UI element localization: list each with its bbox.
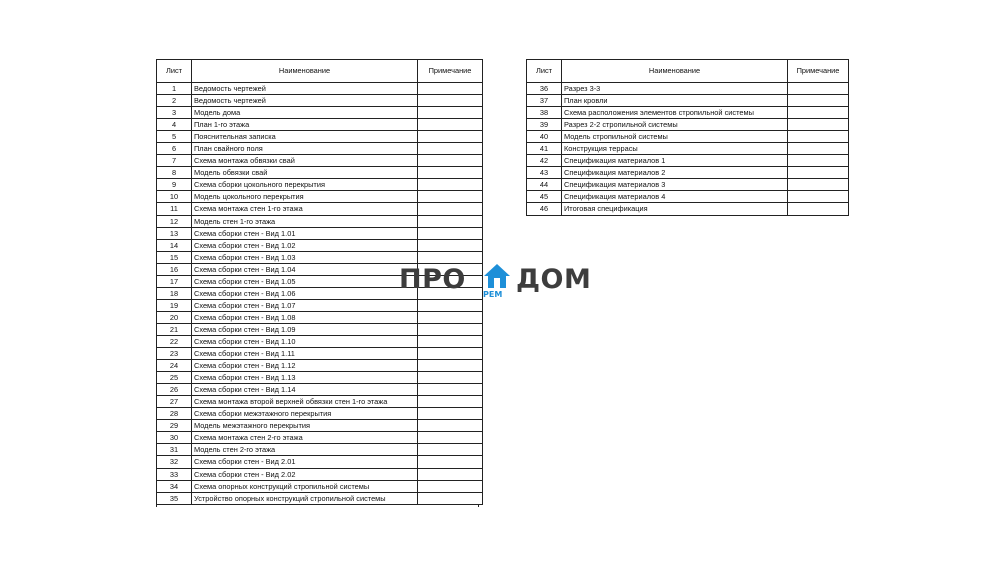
sheet-name: Модель цокольного перекрытия [192, 191, 418, 203]
table-row [157, 492, 483, 504]
table-row [157, 119, 483, 131]
sheet-name: Спецификация материалов 3 [562, 179, 788, 191]
sheet-name: Схема сборки стен - Вид 1.10 [192, 335, 418, 347]
sheet-number: 46 [527, 203, 562, 215]
sheet-name: Конструкция террасы [562, 143, 788, 155]
sheet-note [418, 107, 483, 119]
sheet-number: 29 [157, 420, 192, 432]
sheet-number: 18 [157, 287, 192, 299]
sheet-number: 40 [527, 131, 562, 143]
sheet-number: 31 [157, 444, 192, 456]
logo-small-text: РЕМ [483, 290, 503, 299]
sheet-name: Схема сборки стен - Вид 1.13 [192, 372, 418, 384]
sheet-name: Схема сборки стен - Вид 1.08 [192, 311, 418, 323]
header-sheet: Лист [157, 60, 192, 83]
sheet-note [418, 179, 483, 191]
table-row [157, 107, 483, 119]
sheet-note [788, 107, 849, 119]
sheet-note [788, 167, 849, 179]
sheet-name: Схема сборки стен - Вид 1.12 [192, 360, 418, 372]
sheet-name: План 1-го этажа [192, 119, 418, 131]
sheet-name: Схема сборки межэтажного перекрытия [192, 408, 418, 420]
sheet-number: 15 [157, 251, 192, 263]
sheet-number: 4 [157, 119, 192, 131]
sheet-number: 25 [157, 372, 192, 384]
sheet-number: 13 [157, 227, 192, 239]
sheet-name: Модель обвязки свай [192, 167, 418, 179]
table-row [157, 456, 483, 468]
table-row [157, 335, 483, 347]
sheet-name: Разрез 2-2 стропильной системы [562, 119, 788, 131]
sheet-note [788, 143, 849, 155]
sheet-number: 34 [157, 480, 192, 492]
sheet-number: 33 [157, 468, 192, 480]
sheet-note [418, 396, 483, 408]
sheet-number: 42 [527, 155, 562, 167]
table-row [157, 420, 483, 432]
table-row [157, 95, 483, 107]
sheet-name: Схема сборки цокольного перекрытия [192, 179, 418, 191]
logo-word-dom: ДОМ [516, 264, 592, 295]
table-row [527, 155, 849, 167]
sheet-note [418, 167, 483, 179]
sheet-note [418, 348, 483, 360]
sheet-number: 44 [527, 179, 562, 191]
table-row [527, 95, 849, 107]
table-body-right [527, 83, 849, 216]
sheet-number: 3 [157, 107, 192, 119]
sheet-note [788, 119, 849, 131]
table-row [157, 191, 483, 203]
sheet-name: Ведомость чертежей [192, 83, 418, 95]
sheet-name: Схема монтажа второй верхней обвязки стен 1-го этажа [192, 396, 418, 408]
sheet-name: Схема сборки стен - Вид 1.02 [192, 239, 418, 251]
sheet-note [418, 456, 483, 468]
sheet-number: 7 [157, 155, 192, 167]
sheet-note [788, 203, 849, 215]
sheet-number: 14 [157, 239, 192, 251]
table-row [157, 83, 483, 95]
table-row [157, 131, 483, 143]
sheet-note [418, 335, 483, 347]
sheet-note [418, 360, 483, 372]
table-row [527, 203, 849, 215]
sheet-number: 17 [157, 275, 192, 287]
table-row [157, 227, 483, 239]
table-row [157, 360, 483, 372]
sheet-note [418, 83, 483, 95]
header-note: Примечание [788, 60, 849, 83]
sheet-note [418, 227, 483, 239]
sheet-note [418, 432, 483, 444]
watermark-logo [399, 262, 599, 302]
table-row [157, 323, 483, 335]
table-row [157, 348, 483, 360]
table-row [157, 432, 483, 444]
header-name: Наименование [192, 60, 418, 83]
table-row [157, 444, 483, 456]
sheet-note [418, 191, 483, 203]
sheet-note [788, 83, 849, 95]
sheet-note [418, 239, 483, 251]
table-row [527, 179, 849, 191]
sheet-note [418, 384, 483, 396]
table-row [527, 131, 849, 143]
sheet-name: Модель межэтажного перекрытия [192, 420, 418, 432]
header-note: Примечание [418, 60, 483, 83]
sheet-number: 39 [527, 119, 562, 131]
sheet-name: Модель стен 2-го этажа [192, 444, 418, 456]
table-row [157, 384, 483, 396]
table-row [527, 83, 849, 95]
sheet-name: Модель дома [192, 107, 418, 119]
sheet-number: 12 [157, 215, 192, 227]
sheet-name: Схема сборки стен - Вид 1.07 [192, 299, 418, 311]
table-row [157, 239, 483, 251]
house-icon [483, 263, 511, 289]
sheet-name: План свайного поля [192, 143, 418, 155]
sheet-number: 43 [527, 167, 562, 179]
sheet-number: 27 [157, 396, 192, 408]
sheet-note [788, 131, 849, 143]
sheet-name: Ведомость чертежей [192, 95, 418, 107]
table-row [157, 468, 483, 480]
table-row [527, 167, 849, 179]
sheet-name: Спецификация материалов 1 [562, 155, 788, 167]
sheet-name: Итоговая спецификация [562, 203, 788, 215]
sheet-name: Схема монтажа обвязки свай [192, 155, 418, 167]
sheet-note [788, 179, 849, 191]
sheet-name: Схема сборки стен - Вид 1.01 [192, 227, 418, 239]
sheet-note [418, 468, 483, 480]
sheet-number: 32 [157, 456, 192, 468]
sheet-name: Схема сборки стен - Вид 2.02 [192, 468, 418, 480]
sheet-name: План кровли [562, 95, 788, 107]
sheet-number: 20 [157, 311, 192, 323]
sheet-name: Спецификация материалов 2 [562, 167, 788, 179]
sheet-note [418, 492, 483, 504]
sheet-number: 1 [157, 83, 192, 95]
sheet-note [418, 155, 483, 167]
sheet-number: 26 [157, 384, 192, 396]
sheet-number: 35 [157, 492, 192, 504]
sheet-name: Схема сборки стен - Вид 1.05 [192, 275, 418, 287]
sheet-note [418, 215, 483, 227]
sheet-name: Схема сборки стен - Вид 1.03 [192, 251, 418, 263]
header-name: Наименование [562, 60, 788, 83]
table-row [157, 372, 483, 384]
table-row [527, 119, 849, 131]
sheet-note [418, 480, 483, 492]
sheet-note [788, 155, 849, 167]
sheet-name: Разрез 3-3 [562, 83, 788, 95]
sheet-note [418, 95, 483, 107]
sheet-note [418, 323, 483, 335]
sheet-number: 22 [157, 335, 192, 347]
sheet-name: Схема сборки стен - Вид 1.06 [192, 287, 418, 299]
sheet-name: Схема монтажа стен 1-го этажа [192, 203, 418, 215]
sheet-note [788, 191, 849, 203]
sheet-name: Устройство опорных конструкций стропильной системы [192, 492, 418, 504]
sheet-note [788, 95, 849, 107]
sheet-number: 41 [527, 143, 562, 155]
table-header-row [527, 60, 849, 83]
sheet-note [418, 203, 483, 215]
table-row [527, 107, 849, 119]
sheet-note [418, 444, 483, 456]
sheet-number: 6 [157, 143, 192, 155]
header-sheet: Лист [527, 60, 562, 83]
sheet-name: Модель стен 1-го этажа [192, 215, 418, 227]
sheet-note [418, 372, 483, 384]
sheet-name: Схема расположения элементов стропильной системы [562, 107, 788, 119]
table-row [157, 215, 483, 227]
sheet-name: Спецификация материалов 4 [562, 191, 788, 203]
table-row [157, 179, 483, 191]
sheet-note [418, 420, 483, 432]
sheet-number: 36 [527, 83, 562, 95]
table-continuation [156, 505, 479, 507]
table-row [157, 396, 483, 408]
sheet-number: 28 [157, 408, 192, 420]
table-row [527, 143, 849, 155]
sheet-number: 16 [157, 263, 192, 275]
sheet-number: 24 [157, 360, 192, 372]
sheet-note [418, 131, 483, 143]
sheet-note [418, 143, 483, 155]
sheet-name: Схема сборки стен - Вид 2.01 [192, 456, 418, 468]
sheet-number: 2 [157, 95, 192, 107]
sheet-number: 19 [157, 299, 192, 311]
sheet-note [418, 408, 483, 420]
logo-word-pro: ПРО [399, 264, 466, 295]
sheet-note [418, 119, 483, 131]
table-row [157, 143, 483, 155]
sheet-name: Пояснительная записка [192, 131, 418, 143]
table-row [157, 155, 483, 167]
sheet-number: 38 [527, 107, 562, 119]
sheet-number: 10 [157, 191, 192, 203]
table-row [527, 191, 849, 203]
sheet-name: Модель стропильной системы [562, 131, 788, 143]
sheet-name: Схема сборки стен - Вид 1.11 [192, 348, 418, 360]
sheet-name: Схема сборки стен - Вид 1.14 [192, 384, 418, 396]
sheet-number: 23 [157, 348, 192, 360]
sheet-number: 5 [157, 131, 192, 143]
table-row [157, 408, 483, 420]
drawings-table-right [526, 59, 849, 216]
table-row [157, 203, 483, 215]
sheet-number: 37 [527, 95, 562, 107]
sheet-name: Схема опорных конструкций стропильной системы [192, 480, 418, 492]
sheet-number: 45 [527, 191, 562, 203]
sheet-name: Схема сборки стен - Вид 1.04 [192, 263, 418, 275]
table-row [157, 167, 483, 179]
table-row [157, 311, 483, 323]
table-header-row [157, 60, 483, 83]
sheet-note [418, 311, 483, 323]
sheet-number: 30 [157, 432, 192, 444]
sheet-number: 8 [157, 167, 192, 179]
sheet-number: 21 [157, 323, 192, 335]
sheet-number: 9 [157, 179, 192, 191]
table-row [157, 480, 483, 492]
sheet-number: 11 [157, 203, 192, 215]
sheet-name: Схема монтажа стен 2-го этажа [192, 432, 418, 444]
sheet-name: Схема сборки стен - Вид 1.09 [192, 323, 418, 335]
